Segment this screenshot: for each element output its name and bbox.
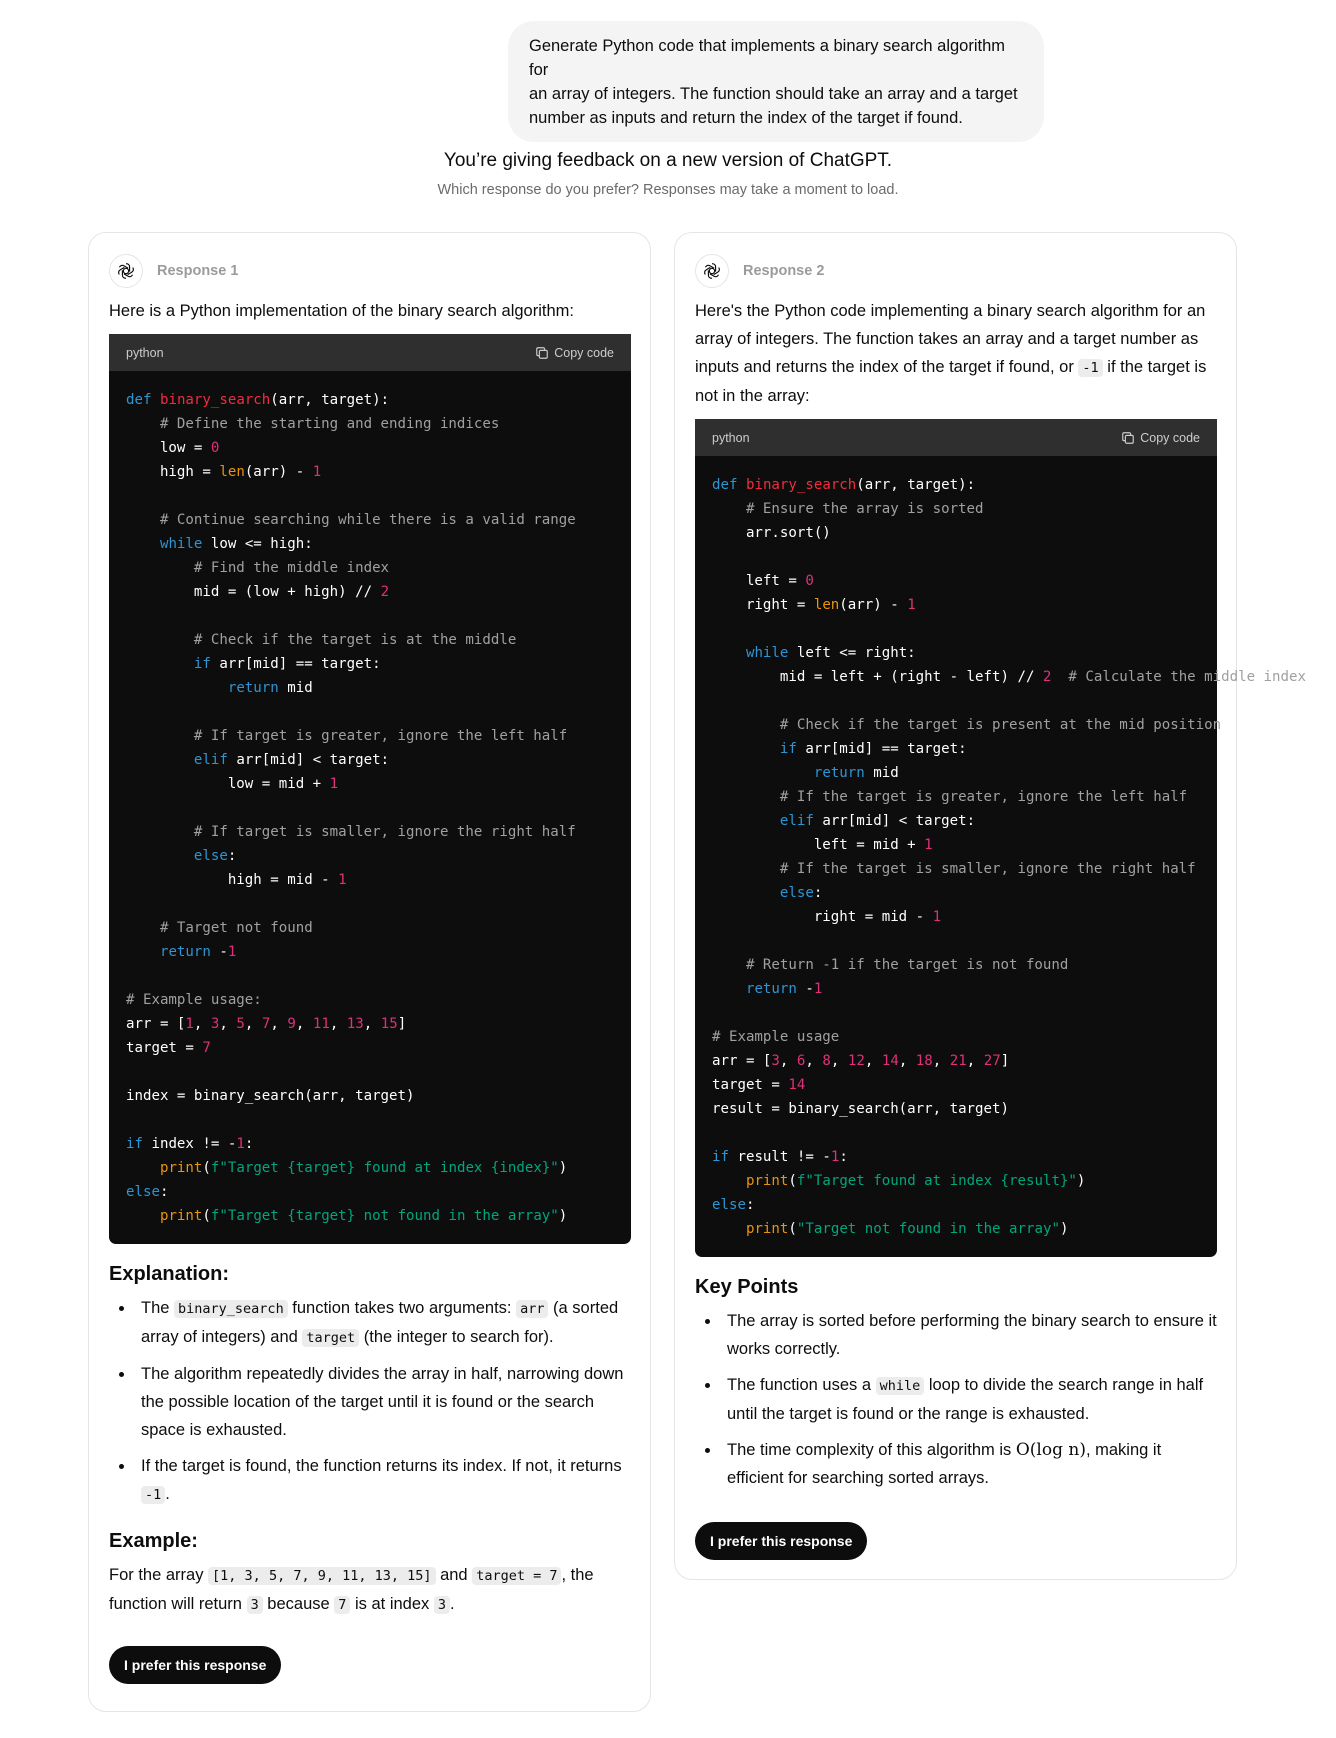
code-language: python — [126, 345, 164, 360]
list-item: The time complexity of this algorithm is O(log n), making it efficient for searching sorted arrays. — [695, 1436, 1217, 1492]
prompt-line: an array of integers. The function should take an array and a target — [529, 85, 1018, 103]
copy-icon — [535, 346, 549, 360]
response-body — [695, 297, 1306, 1560]
response-header — [109, 254, 238, 288]
list-item: The function uses a while loop to divide the search range in half until the target is found or the range is exhausted. — [695, 1371, 1217, 1428]
response-label: Response 1 — [157, 263, 239, 279]
code-block-header — [695, 419, 1217, 456]
example-text: For the array [1, 3, 5, 7, 9, 11, 13, 15] and target = 7 , the function will return 3 because 7 is at index 3 . — [109, 1566, 594, 1613]
key-points-heading: Key Points — [695, 1276, 799, 1298]
code-block-header — [109, 334, 631, 371]
explanation-heading: Explanation: — [109, 1263, 230, 1285]
code-block — [109, 334, 631, 1244]
example-heading: Example: — [109, 1530, 198, 1552]
copy-code-button[interactable] — [535, 339, 614, 367]
response-header — [695, 254, 824, 288]
list-item: The array is sorted before performing the binary search to ensure it works correctly. — [695, 1307, 1217, 1363]
response-intro: Here is a Python implementation of the binary search algorithm: — [109, 302, 574, 320]
list-item: The binary_search function takes two arguments: arr (a sorted array of integers) and target (the integer to search for). — [109, 1294, 631, 1352]
key-points-list — [695, 1307, 1217, 1492]
response-intro: Here's the Python code implementing a binary search algorithm for an array of integers. The function takes an array and a target number as inputs and returns the index of the target if found, or -1 if the target is not in the array: — [695, 302, 1207, 405]
copy-code-label: Copy code — [554, 345, 614, 360]
feedback-title: You’re giving feedback on a new version of ChatGPT. — [443, 150, 893, 171]
list-item: If the target is found, the function returns its index. If not, it returns -1 . — [109, 1452, 631, 1509]
chatgpt-logo-icon — [695, 254, 729, 288]
chatgpt-logo-icon — [109, 254, 143, 288]
prompt-line: number as inputs and return the index of the target if found. — [529, 109, 963, 127]
copy-code-label: Copy code — [1140, 430, 1200, 445]
prompt-line: Generate Python code that implements a binary search algorithm for — [529, 37, 1006, 79]
user-prompt-bubble — [508, 21, 1044, 142]
code-language: python — [712, 430, 750, 445]
response-label: Response 2 — [743, 263, 825, 279]
response-card-1 — [88, 232, 651, 1712]
explanation-list — [109, 1294, 631, 1509]
code-content: def binary_search(arr, target): # Define the starting and ending indices low = 0 high = len(arr) - 1 # Continue searching while there is a valid range while low <= high: # Find the middle index mid = (low + high) // 2 # Check if the target is at the middle if arr[mid] == target: return mid # If target is greater, ignore the left half elif arr[mid] < target: low = mid + 1 # If target is smaller, ignore the right half else: high = mid - 1 # Target not found return -1 # Example usage: arr = [1, 3, 5, 7, 9, 11, 13, 15] target = 7 index = binary_search(arr, target) if index != -1: print(f"Target {target} found at index {index}") else: print(f"Target {target} not found in the array") — [126, 392, 576, 1224]
copy-code-button[interactable] — [1121, 424, 1200, 452]
code-content: def binary_search(arr, target): # Ensure the array is sorted arr.sort() left = 0 right = len(arr) - 1 while left <= right: mid = left + (right - left) // 2 # Calculate the middle index # Check if the target is present at the mid position if arr[mid] == target: return mid # If the target is greater, ignore the left half elif arr[mid] < target: left = mid + 1 # If the target is smaller, ignore the right half else: right = mid - 1 # Return -1 if the target is not found return -1 # Example usage arr = [3, 6, 8, 12, 14, 18, 21, 27] target = 14 result = binary_search(arr, target) if result != -1: print(f"Target found at index {result}") else: print("Target not found in the array") — [712, 477, 1306, 1237]
response-body — [109, 297, 631, 1684]
list-item: The algorithm repeatedly divides the array in half, narrowing down the possible location of the target until it is found or the search space is exhausted. — [109, 1360, 631, 1444]
copy-icon — [1121, 431, 1135, 445]
prefer-response-2-button[interactable]: I prefer this response — [695, 1522, 867, 1560]
response-card-2 — [674, 232, 1306, 1580]
code-block — [695, 419, 1306, 1257]
prefer-response-1-button[interactable]: I prefer this response — [109, 1646, 281, 1684]
feedback-subtitle: Which response do you prefer? Responses may take a moment to load. — [437, 182, 899, 198]
